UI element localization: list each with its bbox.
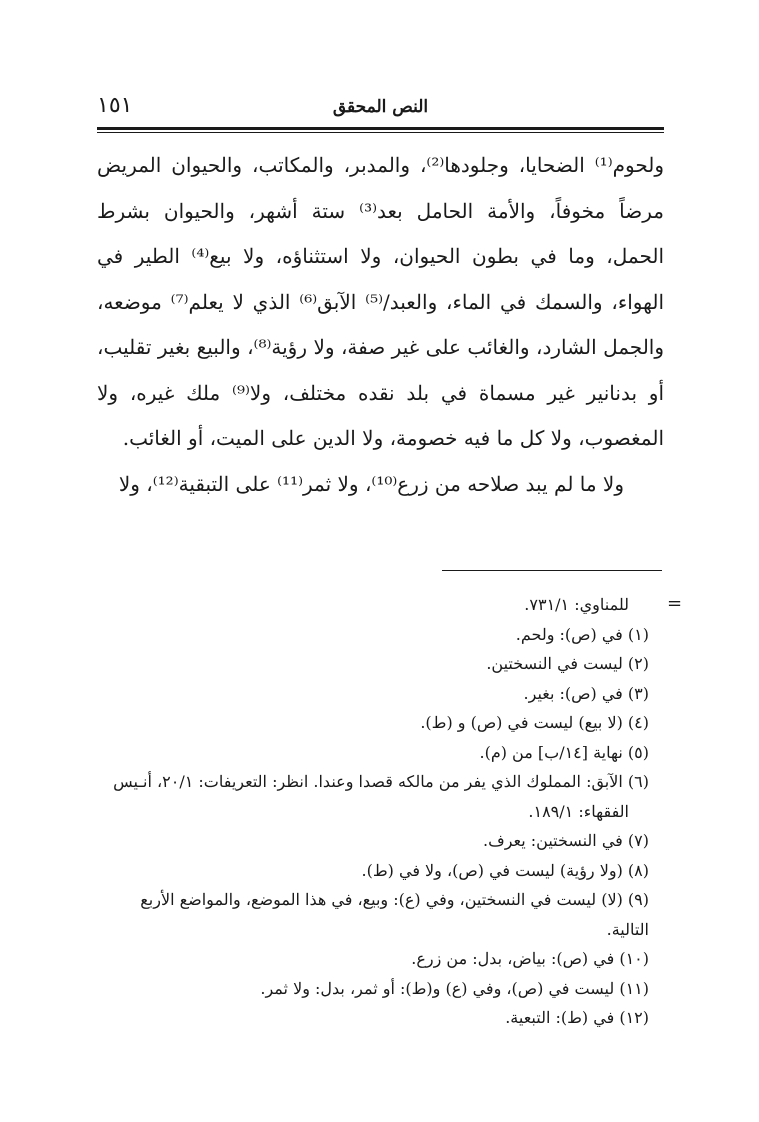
- footnote-6-continued: الفقهاء: ١٨٩/١.: [528, 801, 629, 821]
- footnote-6: (٦) الآبق: المملوك الذي يفر من مالكه قصدا وعندا. انظر: التعريفات: ٢٠/١، أنـيس: [113, 772, 649, 791]
- footnote-3: (٣) في (ص): بغير.: [523, 683, 649, 703]
- page-number: ١٥١: [97, 93, 133, 118]
- footnote-7: (٧) في النسختين: يعرف.: [483, 831, 649, 850]
- footnote-continuation-marker: =: [667, 593, 683, 614]
- body-paragraph-1: ولحوم⁽¹⁾ الضحايا، وجلودها⁽²⁾، والمدبر، والمكاتب، والحيوان المريض مرضاً مخوفاً، والأمة الحامل بعد⁽³⁾ ستة أشهر، والحيوان بشرط الحمل، وما في بطون الحيوان، ولا استثناؤه، ولا بيع⁽⁴⁾ الطير في الهواء، والسمك في الماء، والعبد/⁽⁵⁾ الآبق⁽⁶⁾ الذي لا يعلم⁽⁷⁾ موضعه، والجمل الشارد، والغائب على غير صفة، ولا رؤية⁽⁸⁾، والبيع بغير تقليب، أو بدنانير غير مسماة في بلد نقده مختلف، ولا⁽⁹⁾ ملك غيره، ولا المغصوب، ولا كل ما فيه خصومة، ولا الدين على الميت، أو الغائب.: [97, 153, 665, 450]
- footnote-11: (١١) ليست في (ص)، وفي (ع) و(ط): أو ثمر، بدل: ولا ثمر.: [260, 978, 649, 998]
- footnote-separator: [442, 570, 662, 571]
- page-title: النص المحقق: [332, 97, 429, 117]
- footnote-1: (١) في (ص): ولحم.: [515, 624, 649, 644]
- footnote-8: (٨) (ولا رؤية) ليست في (ص)، ولا في (ط).: [361, 860, 649, 880]
- footnote-12: (١٢) في (ط): التبعية.: [505, 1008, 649, 1027]
- page-header: [97, 92, 664, 126]
- header-rule-thin: [97, 132, 664, 133]
- footnote-5: (٥) نهاية [١٤/ب] من (م).: [479, 742, 649, 762]
- footnote-2: (٢) ليست في النسختين.: [486, 654, 649, 673]
- main-text: [97, 143, 664, 507]
- footnote-continuation: للمناوي: ٧٣١/١.: [524, 595, 629, 614]
- body-paragraph-2: ولا ما لم يبد صلاحه من زرع⁽¹⁰⁾، ولا ثمر⁽¹¹⁾ على التبقية⁽¹²⁾، ولا: [118, 471, 624, 496]
- footnotes: [97, 590, 649, 1033]
- footnote-10: (١٠) في (ص): بياض، بدل: من زرع.: [411, 949, 649, 968]
- footnote-9: (٩) (لا) ليست في النسختين، وفي (ع): وبيع، في هذا الموضع، والمواضع الأربع التالية.: [140, 890, 649, 939]
- footnote-4: (٤) (لا بيع) ليست في (ص) و (ط).: [420, 713, 649, 732]
- header-rule-thick: [97, 127, 664, 130]
